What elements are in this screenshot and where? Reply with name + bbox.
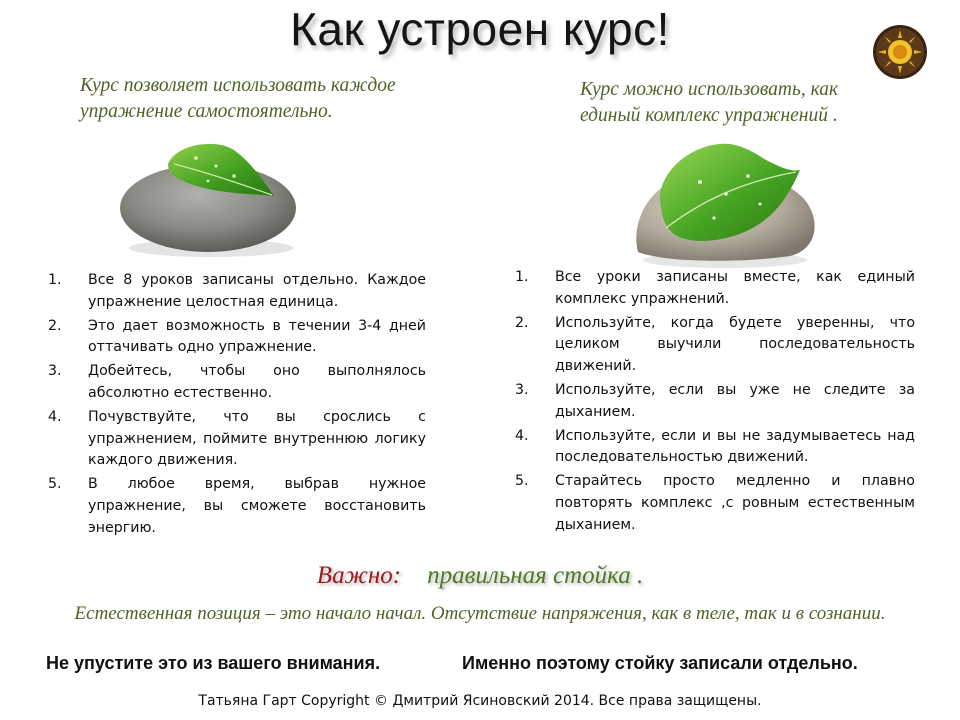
- left-subtitle: Курс позволяет использовать каждое упражнение самостоятельно.: [80, 75, 396, 122]
- list-item: [48, 361, 426, 405]
- reminder-text: Не упустите это из вашего внимания.: [46, 653, 381, 673]
- list-item: [48, 474, 426, 539]
- list-number: 5.: [515, 473, 529, 490]
- left-list: [48, 270, 426, 542]
- list-item: [515, 426, 915, 470]
- list-number: 5.: [48, 476, 62, 493]
- list-item: [515, 267, 915, 311]
- list-item: [48, 316, 426, 360]
- list-number: 2.: [515, 314, 529, 331]
- list-text: Старайтесь просто медленно и плавно повторять комплекс ,с ровным естественным дыханием.: [555, 473, 915, 533]
- list-text: Используйте, если и вы не задумываетесь над последовательностью движений.: [555, 427, 915, 466]
- list-item: [48, 407, 426, 472]
- list-text: Добейтесь, чтобы оно выполнялось абсолютно естественно.: [88, 363, 426, 401]
- right-list: [515, 267, 915, 539]
- list-number: 3.: [48, 363, 62, 380]
- list-text: Все уроки записаны вместе, как единый комплекс упражнений.: [555, 269, 915, 307]
- list-text: Все 8 уроков записаны отдельно. Каждое упражнение целостная единица.: [88, 272, 426, 310]
- natural-position-note: Естественная позиция – это начало начал. Отсутствие напряжения, как в теле, так и в сознании.: [74, 603, 886, 624]
- list-text: В любое время, выбрав нужное упражнение, вы сможете восстановить энергию.: [88, 476, 426, 536]
- important-text: правильная стойка .: [427, 562, 644, 589]
- page-title: Как устроен курс!: [290, 3, 670, 55]
- sun-emblem-icon: [872, 24, 928, 80]
- list-number: 3.: [515, 381, 529, 398]
- list-item: [515, 471, 915, 536]
- list-number: 1.: [515, 269, 529, 285]
- right-subtitle: Курс можно использовать, как единый комплекс упражнений .: [580, 79, 839, 126]
- list-text: Используйте, если вы уже не следите за дыханием.: [555, 381, 915, 420]
- list-item: [515, 380, 915, 424]
- important-note: [0, 562, 960, 590]
- list-number: 4.: [48, 408, 62, 425]
- stone-with-leaf-icon: [630, 142, 820, 270]
- list-item: [515, 313, 915, 378]
- list-number: 4.: [515, 427, 529, 444]
- list-text: Используйте, когда будете уверенны, что целиком выучили последовательность движений.: [555, 314, 915, 375]
- list-item: [48, 270, 426, 314]
- list-number: 2.: [48, 317, 62, 334]
- stance-note: Именно поэтому стойку записали отдельно.: [462, 653, 858, 673]
- copyright-text: Татьяна Гарт Copyright © Дмитрий Ясиновский 2014. Все права защищены.: [198, 693, 762, 709]
- important-label: Важно:: [316, 562, 402, 589]
- stone-with-leaf-icon: [116, 136, 306, 261]
- list-text: Это дает возможность в течении 3-4 дней оттачивать одно упражнение.: [88, 317, 426, 356]
- list-text: Почувствуйте, что вы срослись с упражнением, поймите внутреннюю логику каждого движения.: [88, 408, 426, 469]
- list-number: 1.: [48, 272, 62, 288]
